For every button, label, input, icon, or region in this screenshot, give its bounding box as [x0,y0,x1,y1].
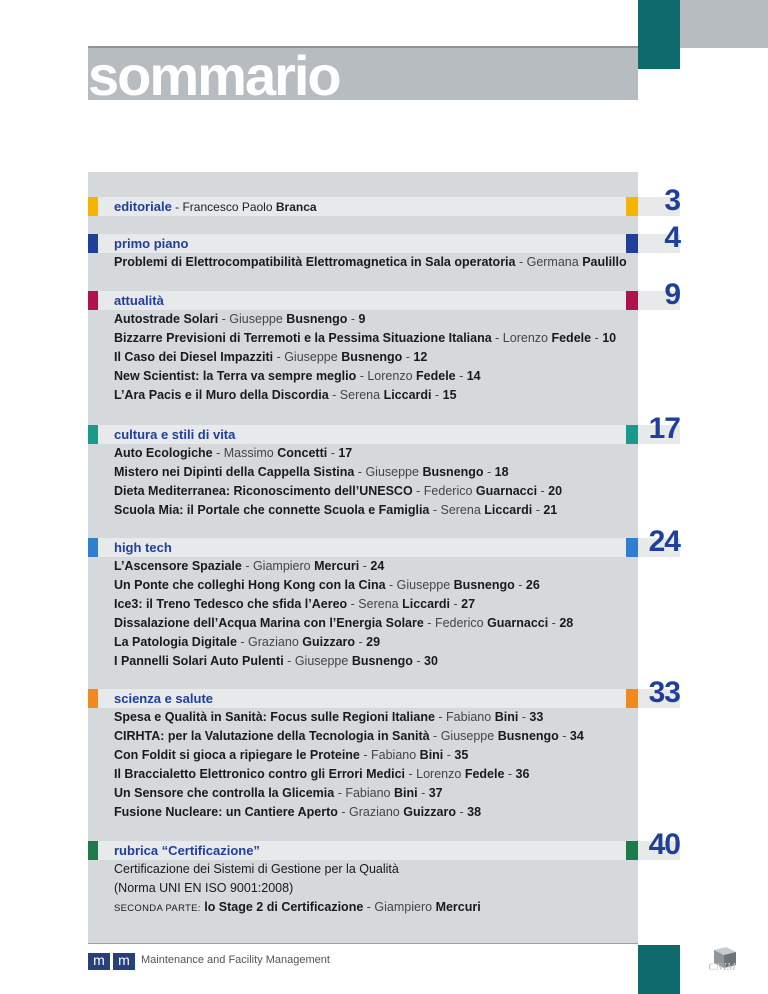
corner-block-grey [680,0,768,48]
author-first: Francesco Paolo [182,200,273,214]
toc-entry[interactable]: I Pannelli Solari Auto Pulenti - Giuseppe Busnengo - 30 [114,654,438,668]
toc-entry[interactable]: L’Ara Pacis e il Muro della Discordia - Serena Liccardi - 15 [114,388,457,402]
section-page-box [638,221,680,254]
toc-entry[interactable]: Un Ponte che colleghi Hong Kong con la Cina - Giuseppe Busnengo - 26 [114,578,540,592]
entry-author-last: Busnengo [351,654,413,668]
section-page-tab [626,425,638,444]
entry-author-first: Federico [423,484,473,498]
section-page-tab [626,197,638,216]
entry-title: Un Sensore che controlla la Glicemia [114,786,335,800]
footer-m2: m [113,953,135,970]
entry-page: 15 [442,388,457,402]
entry-title: L’Ascensore Spaziale [114,559,242,573]
entry-author-last: Concetti [277,446,328,460]
section-title[interactable] [114,843,260,858]
entry-page: 26 [525,578,540,592]
page-title: sommario [88,44,340,107]
section-header [88,412,680,445]
entry-text: (Norma UNI EN ISO 9001:2008) [114,881,294,895]
section-accent-bar [88,234,98,253]
section-title[interactable] [114,540,172,555]
section-page-box [638,828,680,861]
section-page-tab [626,689,638,708]
entry-title: Mistero nei Dipinti della Cappella Sistina [114,465,355,479]
entry-author-last: Bini [419,748,444,762]
section-entries [88,557,680,671]
section-header-bar [88,291,638,310]
entry-title: Fusione Nucleare: un Cantiere Aperto [114,805,338,819]
toc-entry[interactable]: Con Foldit si gioca a ripiegare le Proteine - Fabiano Bini - 35 [114,748,469,762]
section-entries [88,310,680,405]
entry-author-first: Fabiano [446,710,492,724]
entry-author-last: Liccardi [383,388,432,402]
entry-title: New Scientist: la Terra va sempre meglio [114,369,357,383]
entry-author-first: Fabiano [371,748,417,762]
entry-page: 24 [370,559,385,573]
entry-page: 10 [602,331,617,345]
toc-entry[interactable]: Ice3: il Treno Tedesco che sfida l’Aereo - Serena Liccardi - 27 [114,597,476,611]
entry-page: 33 [529,710,544,724]
toc-entry[interactable]: Fusione Nucleare: un Cantiere Aperto - Graziano Guizzaro - 38 [114,805,482,819]
entry-title: I Pannelli Solari Auto Pulenti [114,654,284,668]
entry-page: 9 [358,312,366,326]
section-header [88,828,680,861]
section-title-text: cultura e stili di vita [114,427,236,442]
section-accent-bar [88,689,98,708]
toc-entry[interactable]: Spesa e Qualità in Sanità: Focus sulle Regioni Italiane - Fabiano Bini - 33 [114,710,544,724]
section-header [88,221,680,254]
toc-entry[interactable]: Il Braccialetto Elettronico contro gli Errori Medici - Lorenzo Fedele - 36 [114,767,530,781]
section-title[interactable] [114,427,235,442]
entry-page: 35 [454,748,469,762]
entry-title: L’Ara Pacis e il Muro della Discordia [114,388,329,402]
entry-title: Ice3: il Treno Tedesco che sfida l’Aereo [114,597,348,611]
footer-mm-logo [88,952,138,969]
corner-block-teal [638,0,680,48]
section-page-box [638,676,680,709]
toc-section [88,278,680,405]
entry-author-last: Busnengo [341,350,403,364]
section-title-text: rubrica “Certificazione” [114,843,260,858]
section-title[interactable] [114,236,188,251]
entry-author-last: Mercuri [435,900,481,914]
author-last: Branca [275,200,317,214]
toc-section [88,412,680,520]
entry-author-last: Liccardi [484,503,533,517]
toc-section [88,828,680,917]
section-page-number[interactable]: 24 [648,525,680,558]
entry-author-last: Fedele [464,767,505,781]
entry-page: 38 [467,805,482,819]
entry-page: 21 [543,503,558,517]
section-page-number[interactable]: 9 [664,278,680,311]
entry-author-last: Liccardi [402,597,451,611]
section-accent-bar [88,197,98,216]
entry-page: 14 [466,369,481,383]
entry-author-last: Fedele [416,369,456,383]
entry-author-last: Bini [394,786,418,800]
entry-page: 27 [461,597,476,611]
entry-title: Con Foldit si gioca a ripiegare le Proteine [114,748,360,762]
entry-author-first: Giuseppe [396,578,451,592]
entry-author-first: Giuseppe [440,729,495,743]
entry-title: Il Caso dei Diesel Impazziti [114,350,274,364]
toc-section [88,184,680,217]
footer-text: Maintenance and Facility Management [141,954,330,966]
entry-author-first: Giuseppe [294,654,349,668]
toc-entry[interactable]: Mistero nei Dipinti della Cappella Sistina - Giuseppe Busnengo - 18 [114,465,509,479]
toc-section [88,525,680,671]
entry-title: Dieta Mediterranea: Riconoscimento dell’UNESCO [114,484,413,498]
section-page-number[interactable]: 17 [648,412,680,445]
entry-author-first: Lorenzo [502,331,548,345]
entry-author-last: Fedele [551,331,592,345]
toc-entry[interactable]: SECONDA PARTE: lo Stage 2 di Certificazione - Giampiero Mercuri [114,900,481,914]
entry-author-first: Massimo [223,446,274,460]
section-page-tab [626,291,638,310]
section-entries [88,444,680,520]
entry-author-last: Guarnacci [487,616,549,630]
section-page-box [638,412,680,445]
section-accent-bar [88,425,98,444]
entry-author-last: Busnengo [453,578,515,592]
entry-page: 30 [424,654,438,668]
entry-author-last: Busnengo [286,312,348,326]
section-title-text: scienza e salute [114,691,213,706]
entry-author-first: Giuseppe [365,465,419,479]
toc-entry[interactable]: Bizzarre Previsioni di Terremoti e la Pessima Situazione Italiana - Lorenzo Fedele - 10 [114,331,617,345]
entry-author-first: Serena [358,597,399,611]
entry-author-first: Giampiero [374,900,433,914]
section-header [88,676,680,709]
entry-prefix: SECONDA PARTE: [114,903,201,914]
entry-page: 37 [428,786,443,800]
entry-page: 18 [494,465,509,479]
corner-block-teal-bottom [638,945,680,994]
toc-entry[interactable]: Dissalazione dell’Acqua Marina con l’Energia Solare - Federico Guarnacci - 28 [114,616,574,630]
entry-title: Il Braccialetto Elettronico contro gli Errori Medici [114,767,406,781]
entry-title: Autostrade Solari [114,312,219,326]
entry-title: CIRHTA: per la Valutazione della Tecnologia in Sanità [114,729,430,743]
section-title[interactable] [114,293,164,308]
section-title-text: attualità [114,293,164,308]
entry-author-last: Mercuri [314,559,360,573]
section-accent-bar [88,291,98,310]
toc-entry[interactable]: Un Sensore che controlla la Glicemia - Fabiano Bini - 37 [114,786,443,800]
entry-page: 12 [413,350,428,364]
section-title[interactable] [114,691,213,706]
entry-title: Auto Ecologiche [114,446,213,460]
entry-page: 17 [338,446,353,460]
cnim-logo-text: CNIM [708,961,736,973]
entry-author-first: Giampiero [252,559,311,573]
entry-author-first: Federico [434,616,484,630]
entry-page: 28 [559,616,574,630]
toc-section [88,676,680,822]
section-page-number[interactable]: 33 [648,676,680,709]
section-header [88,525,680,558]
section-title-text: high tech [114,540,172,555]
entry-author-last: Guizzaro [403,805,457,819]
entry-author-last: Busnengo [497,729,559,743]
entry-author-first: Serena [440,503,481,517]
entry-page: 29 [366,635,381,649]
cnim-logo-icon [702,946,742,976]
section-title-text: primo piano [114,236,189,251]
toc-entry[interactable]: Il Caso dei Diesel Impazziti - Giuseppe Busnengo - 12 [114,350,428,364]
section-page-tab [626,841,638,860]
section-page-number[interactable]: 3 [664,184,680,217]
entry-author-last: Bini [494,710,519,724]
entry-author-first: Germana [526,255,579,269]
entry-author-first: Fabiano [345,786,391,800]
section-author: - Francesco Paolo Branca [171,200,317,214]
entry-author-last: Busnengo [422,465,484,479]
footer-m1: m [88,953,110,970]
section-entries [88,708,680,822]
entry-title: La Patologia Digitale [114,635,237,649]
toc-entry[interactable] [88,879,680,898]
entry-title: Scuola Mia: il Portale che connette Scuola e Famiglia [114,503,430,517]
section-page-box [638,184,680,217]
entry-author-last: Paulillo [582,255,627,269]
toc-entry[interactable]: L’Ascensore Spaziale - Giampiero Mercuri - 24 [114,559,385,573]
entry-author-first: Graziano [349,805,400,819]
entry-title: Problemi di Elettrocompatibilità Elettromagnetica in Sala operatoria [114,255,516,269]
entry-page: 36 [515,767,530,781]
entry-author-first: Graziano [248,635,299,649]
entry-page: 34 [569,729,584,743]
corner-block-teal-small [638,48,680,69]
entry-author-first: Lorenzo [416,767,462,781]
entry-title: Bizzarre Previsioni di Terremoti e la Pessima Situazione Italiana [114,331,492,345]
section-page-number[interactable]: 40 [648,828,680,861]
toc-entry[interactable]: New Scientist: la Terra va sempre meglio - Lorenzo Fedele - 14 [114,369,481,383]
toc-entry[interactable]: Auto Ecologiche - Massimo Concetti - 17 [114,446,353,460]
entry-author-first: Lorenzo [367,369,413,383]
section-page-tab [626,538,638,557]
entry-author-first: Giuseppe [229,312,283,326]
section-header [88,184,680,217]
toc-section [88,221,680,272]
entry-author-first: Giuseppe [284,350,338,364]
entry-author-last: Guarnacci [475,484,538,498]
toc-entry[interactable]: Problemi di Elettrocompatibilità Elettromagnetica in Sala operatoria - Germana Paulillo [114,255,627,269]
footer-divider [88,943,638,944]
toc-entry[interactable]: Scuola Mia: il Portale che connette Scuola e Famiglia - Serena Liccardi - 21 [114,503,558,517]
entry-title: Dissalazione dell’Acqua Marina con l’Energia Solare [114,616,424,630]
section-title[interactable] [114,199,317,215]
section-accent-bar [88,538,98,557]
toc-entry[interactable]: La Patologia Digitale - Graziano Guizzaro - 29 [114,635,381,649]
toc-entry[interactable] [88,860,680,879]
entry-text: Certificazione dei Sistemi di Gestione per la Qualità [114,862,399,876]
entry-author-first: Serena [339,388,381,402]
section-title-text: editoriale [114,199,172,214]
section-page-box [638,278,680,311]
entry-title: Spesa e Qualità in Sanità: Focus sulle Regioni Italiane [114,710,435,724]
section-entries [88,860,680,917]
toc-entry[interactable]: Dieta Mediterranea: Riconoscimento dell’UNESCO - Federico Guarnacci - 20 [114,484,563,498]
section-page-box [638,525,680,558]
toc-entry[interactable]: CIRHTA: per la Valutazione della Tecnologia in Sanità - Giuseppe Busnengo - 34 [114,729,584,743]
section-entries [88,253,680,272]
section-page-tab [626,234,638,253]
section-page-number[interactable]: 4 [664,221,680,254]
toc-entry[interactable]: Autostrade Solari - Giuseppe Busnengo - 9 [114,312,366,326]
section-header [88,278,680,311]
section-accent-bar [88,841,98,860]
entry-author-last: Guizzaro [302,635,356,649]
entry-title: lo Stage 2 di Certificazione [204,900,364,914]
entry-page: 20 [548,484,563,498]
entry-title: Un Ponte che colleghi Hong Kong con la Cina [114,578,386,592]
